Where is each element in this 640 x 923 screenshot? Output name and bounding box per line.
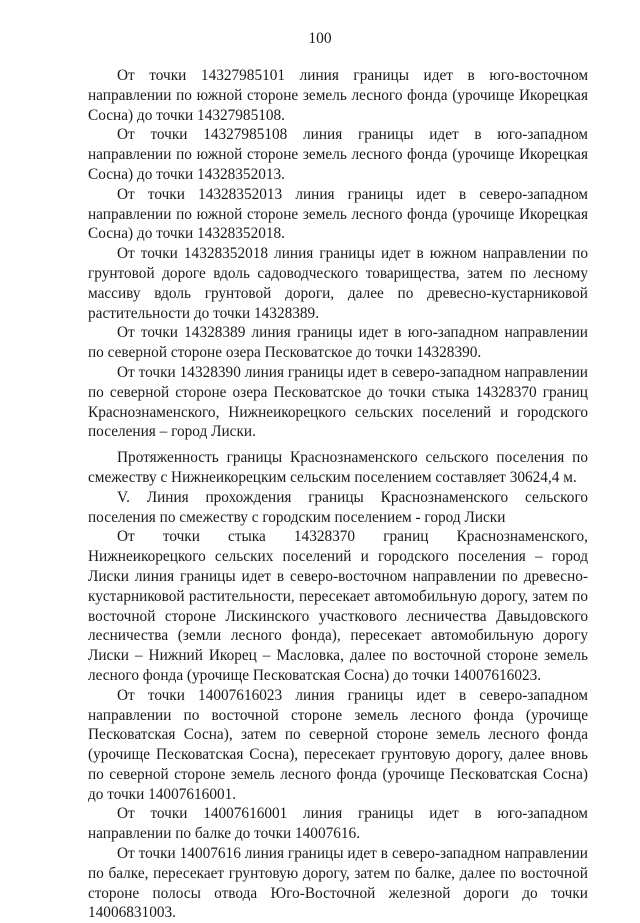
paragraph: От точки 14328352018 линия границы идет в южном направлении по грунтовой дороге вдоль садоводческого товарищества, затем по лесному массиву вдоль грунтовой дороги, далее по древесно-кустарниковой растительности до точки 14328389.: [88, 245, 588, 322]
paragraph: От точки 14328390 линия границы идет в северо-западном направлении по северной стороне озера Песковатское до точки стыка 14328370 границ Краснознаменского, Нижнеикорецкого сельских поселений и городского поселения – город Лиски.: [88, 363, 588, 441]
length-statement: Протяженность границы Краснознаменского сельского поселения по смежеству с Нижнеикорецким сельским поселением составляет 30624,4 м.: [88, 449, 588, 486]
paragraph: От точки стыка 14328370 границ Краснознаменского, Нижнеикорецкого сельских поселений и городского поселения – город Лиски линия границы идет в северо-восточном направлении по древесно-кустарниковой растительности, пересекает автомобильную дорогу, затем по восточной стороне Лискинского участкового лесничества Давыдовского лесничества (земли лесного фонда), пересекает автомобильную дорогу Лиски – Нижний Икорец – Масловка, далее по восточной стороне земель лесного фонда (урочище Песковатская Сосна) до точки 14007616023.: [88, 528, 588, 684]
page-number: 100: [308, 30, 332, 47]
paragraph: От точки 14328389 линия границы идет в юго-западном направлении по северной стороне озера Песковатское до точки 14328390.: [88, 324, 588, 362]
paragraph: От точки 14007616 линия границы идет в северо-западном направлении по балке, пересекает грунтовую дорогу, затем по балке, далее по восточной стороне полосы отвода Юго-Восточной железной дороги до точки 14006831003.: [88, 845, 588, 922]
document-body: [88, 66, 588, 923]
paragraph: От точки 14007616001 линия границы идет в юго-западном направлении по балке до точки 14007616.: [88, 805, 588, 843]
paragraph: От точки 14328352013 линия границы идет в северо-западном направлении по южной стороне земель лесного фонда (урочище Икорецкая Сосна) до точки 14328352018.: [88, 185, 588, 243]
paragraph: От точки 14327985101 линия границы идет в юго-восточном направлении по южной стороне земель лесного фонда (урочище Икорецкая Сосна) до точки 14327985108.: [88, 67, 588, 124]
paragraph: От точки 14327985108 линия границы идет в юго-западном направлении по южной стороне земель лесного фонда (урочище Икорецкая Сосна) до точки 14328352013.: [88, 126, 588, 183]
paragraph: От точки 14007616023 линия границы идет в северо-западном направлении по восточной стороне земель лесного фонда (урочище Песковатская Сосна), затем по северной стороне земель лесного фонда (урочище Песковатская Сосна), пересекает грунтовую дорогу, далее вновь по северной стороне земель лесного фонда (урочище Песковатская Сосна) до точки 14007616001.: [88, 686, 588, 803]
section-heading: V. Линия прохождения границы Краснознаменского сельского поселения по смежеству с городским поселением - город Лиски: [88, 488, 588, 526]
